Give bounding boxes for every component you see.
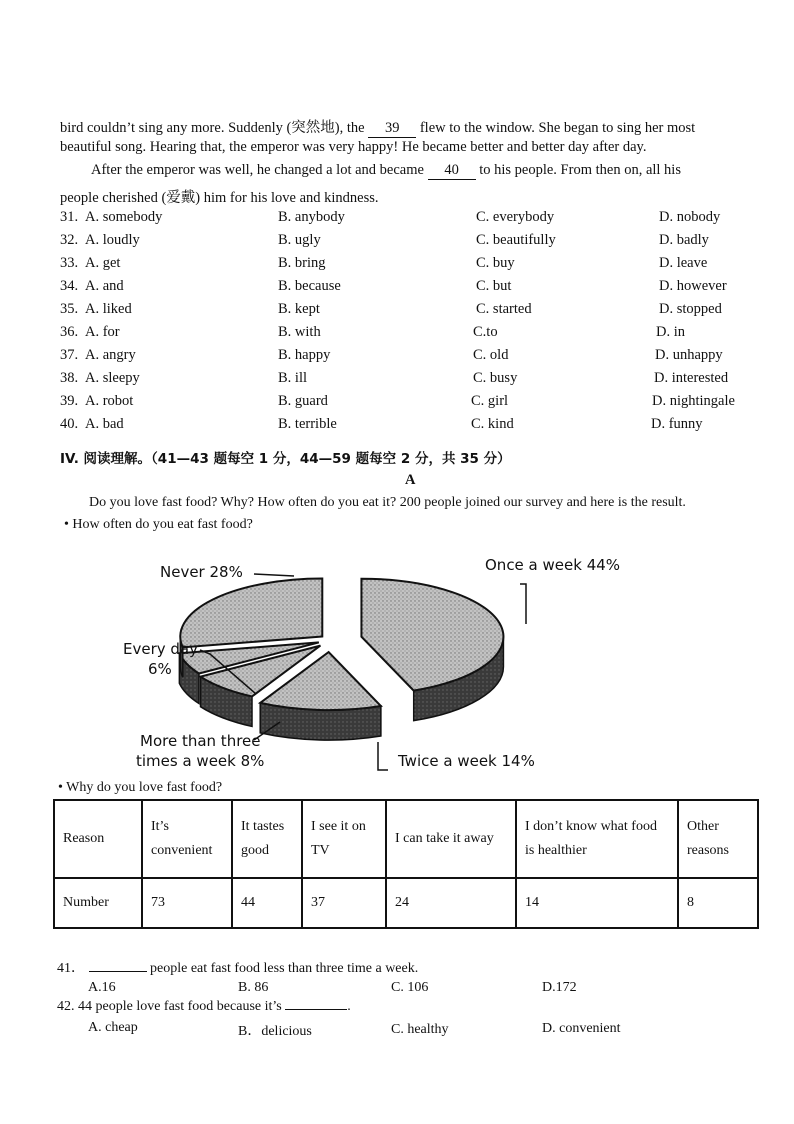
question-text: 42. 44 people love fast food because it’s: [57, 999, 282, 1014]
option-b: B. bring: [278, 255, 326, 271]
option-a: A. somebody: [85, 209, 163, 225]
table-cell: 8: [678, 878, 758, 928]
option-b: B. ugly: [278, 232, 321, 248]
table-cell: I see it on TV: [302, 800, 386, 878]
option-c: C. old: [473, 347, 509, 363]
question-how-often: • How often do you eat fast food?: [64, 517, 253, 532]
label-once-a-week: Once a week 44%: [485, 556, 621, 574]
option-d: D. leave: [659, 255, 708, 271]
passage-line-2: beautiful song. Hearing that, the emperor was very happy! He became better and better day after day.: [60, 139, 647, 155]
passage-line-1: [60, 116, 695, 138]
option-a: A. liked: [85, 301, 132, 317]
question-number: 32.: [60, 232, 79, 248]
option-d: D. unhappy: [655, 347, 723, 363]
table-cell: Other reasons: [678, 800, 758, 878]
option-b: B. because: [278, 278, 341, 294]
fast-food-frequency-pie-chart: [110, 552, 670, 792]
table-cell: I can take it away: [386, 800, 516, 878]
q41-option-c: C. 106: [391, 980, 429, 995]
question-number: 40.: [60, 416, 79, 432]
question-number: 38.: [60, 370, 79, 386]
table-cell: 44: [232, 878, 302, 928]
table-cell: 14: [516, 878, 678, 928]
option-b: B. guard: [278, 393, 328, 409]
option-b: B. kept: [278, 301, 320, 317]
question-number: 41．: [57, 961, 85, 976]
table-row: [54, 878, 758, 928]
q42-option-c: C. healthy: [391, 1022, 449, 1037]
table-cell: I don’t know what food is healthier: [516, 800, 678, 878]
option-b: B. terrible: [278, 416, 337, 432]
option-c: C. beautifully: [476, 232, 556, 248]
label-every-day-line2: 6%: [148, 660, 172, 678]
option-c: C. buy: [476, 255, 515, 271]
answer-blank: [285, 1009, 347, 1010]
q41-option-a: A.16: [88, 980, 116, 995]
table-cell: 24: [386, 878, 516, 928]
table-cell: Number: [54, 878, 142, 928]
option-a: A. get: [85, 255, 121, 271]
option-c: C. busy: [473, 370, 518, 386]
question-number: 37.: [60, 347, 79, 363]
label-more-than-three-line2: times a week 8%: [136, 752, 265, 770]
option-a: A. and: [85, 278, 124, 294]
passage-text: bird couldn’t sing any more. Suddenly (突然地), the: [60, 120, 365, 136]
reason-table: [53, 799, 759, 929]
question-number: 33.: [60, 255, 79, 271]
survey-intro: Do you love fast food? Why? How often do you eat it? 200 people joined our survey and here is the result.: [89, 495, 686, 510]
option-d: D. in: [656, 324, 685, 340]
passage-line-3: [91, 162, 681, 180]
option-b: B. anybody: [278, 209, 345, 225]
option-a: A. for: [85, 324, 120, 340]
option-c: C. started: [476, 301, 532, 317]
slice-never-top: [180, 578, 322, 647]
option-c: C.to: [473, 324, 498, 340]
section-header: IV. 阅读理解。（41—43 题每空 1 分，44—59 题每空 2 分，共 35 分）: [60, 451, 511, 467]
leader-line-once: [520, 584, 526, 624]
leader-line-twice: [378, 742, 388, 770]
option-a: A. loudly: [85, 232, 140, 248]
q41-option-b: B. 86: [238, 980, 269, 995]
table-cell: Reason: [54, 800, 142, 878]
q41-option-d: D.172: [542, 980, 577, 995]
passage-text: to his people. From then on, all his: [479, 162, 681, 178]
option-d: D. stopped: [659, 301, 722, 317]
question-42: 42. 44 people love fast food because it’s .: [57, 999, 351, 1014]
blank-40: 40: [428, 162, 476, 180]
question-number: 36.: [60, 324, 79, 340]
option-d: D. badly: [659, 232, 709, 248]
option-b: B. with: [278, 324, 321, 340]
option-c: C. kind: [471, 416, 514, 432]
table-cell: 37: [302, 878, 386, 928]
label-every-day-line1: Every day: [123, 640, 198, 658]
question-number: 39.: [60, 393, 79, 409]
option-a: A. sleepy: [85, 370, 140, 386]
label-never: Never 28%: [160, 563, 243, 581]
option-d: D. interested: [654, 370, 729, 386]
passage-letter: A: [405, 472, 416, 488]
option-b: B. happy: [278, 347, 331, 363]
option-c: C. everybody: [476, 209, 555, 225]
question-why: • Why do you love fast food?: [58, 780, 223, 795]
leader-line-never: [254, 574, 294, 576]
passage-text: After the emperor was well, he changed a lot and became: [91, 162, 424, 178]
option-c: C. girl: [471, 393, 509, 409]
question-number: 31.: [60, 209, 79, 225]
label-more-than-three-line1: More than three: [140, 732, 261, 750]
passage-line-4: people cherished (爱戴) him for his love and kindness.: [60, 190, 379, 206]
option-b: B. ill: [278, 370, 308, 386]
question-text: people eat fast food less than three time a week.: [150, 961, 419, 976]
question-41: [57, 957, 418, 977]
q42-option-a: A. cheap: [88, 1020, 138, 1035]
answer-blank: [89, 971, 147, 972]
question-number: 35.: [60, 301, 79, 317]
option-a: A. bad: [85, 416, 124, 432]
table-header-row: [54, 800, 758, 878]
q42-option-b: B．delicious: [238, 1024, 312, 1039]
option-d: D. however: [659, 278, 727, 294]
table-cell: 73: [142, 878, 232, 928]
passage-text: flew to the window. She began to sing her most: [419, 120, 696, 136]
label-twice-a-week: Twice a week 14%: [398, 752, 535, 770]
option-a: A. angry: [85, 347, 136, 363]
slice-once-a-week: [361, 579, 503, 721]
table-cell: It tastes good: [232, 800, 302, 878]
option-c: C. but: [476, 278, 512, 294]
q42-option-d: D. convenient: [542, 1021, 621, 1036]
option-d: D. nobody: [659, 209, 721, 225]
table-cell: It’s convenient: [142, 800, 232, 878]
option-a: A. robot: [85, 393, 134, 409]
blank-39: 39: [368, 120, 416, 138]
question-number: 34.: [60, 278, 79, 294]
option-d: D. funny: [651, 416, 703, 432]
option-d: D. nightingale: [652, 393, 735, 409]
